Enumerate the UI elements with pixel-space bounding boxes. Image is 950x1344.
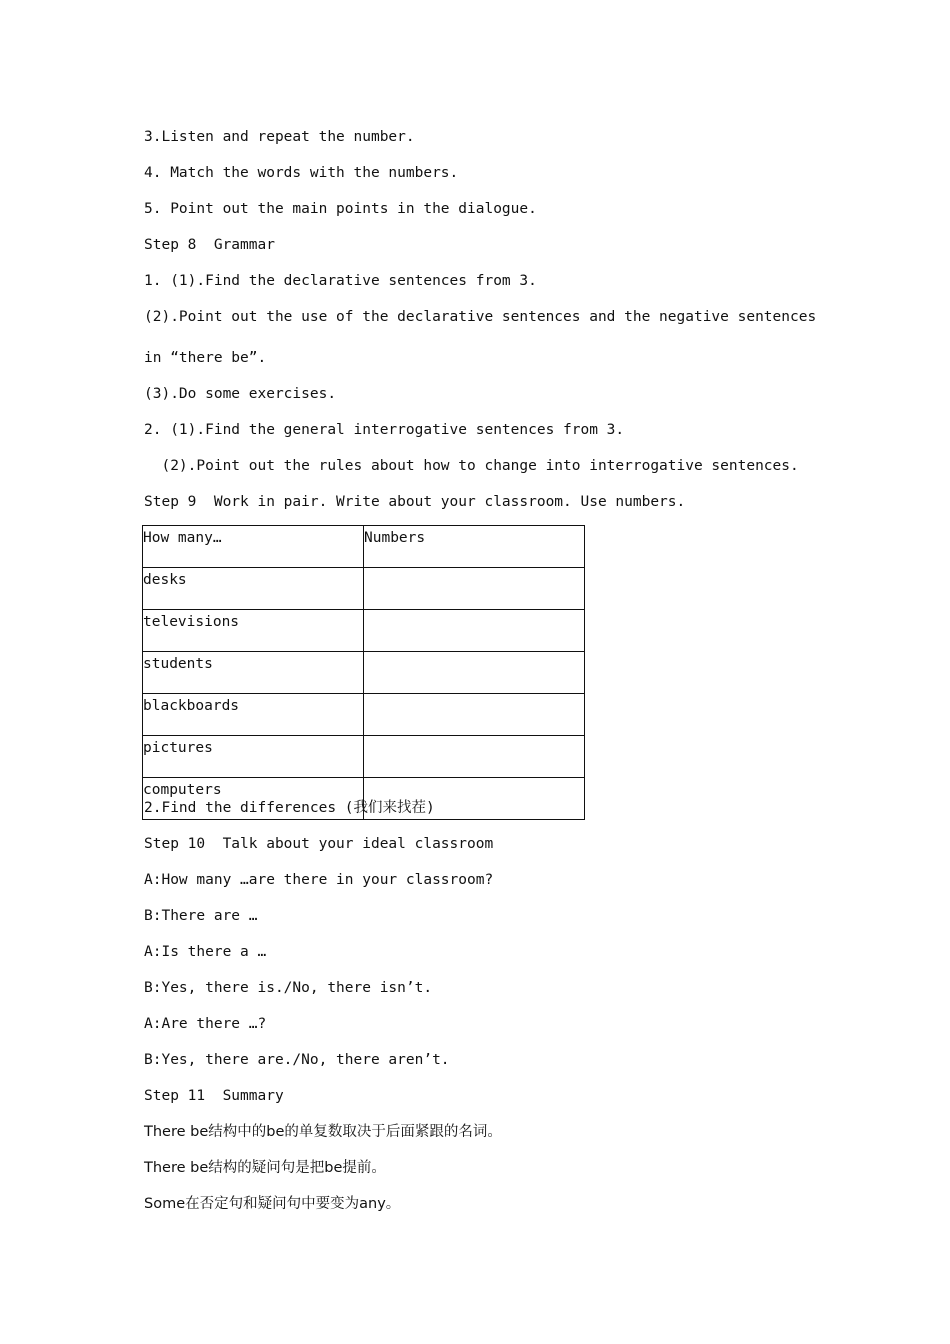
text-line: in “there be”. bbox=[144, 350, 267, 366]
table-cell bbox=[364, 568, 585, 610]
dialogue-line: B:Yes, there is./No, there isn’t. bbox=[144, 980, 433, 996]
dialogue-line: A:How many …are there in your classroom? bbox=[144, 872, 494, 888]
text-line: (2).Point out the use of the declarative sentences and the negative sentences bbox=[144, 309, 817, 325]
table-header-cell: How many… bbox=[143, 526, 364, 568]
text-line: 4. Match the words with the numbers. bbox=[144, 165, 459, 181]
table-row bbox=[143, 610, 585, 652]
table-cell: blackboards bbox=[143, 694, 364, 736]
table-row bbox=[143, 736, 585, 778]
text-line: 2.Find the differences (我们来找茬) bbox=[144, 800, 435, 816]
dialogue-line: A:Are there …? bbox=[144, 1016, 267, 1032]
summary-line: There be结构的疑问句是把be提前。 bbox=[144, 1160, 386, 1176]
dialogue-line: B:Yes, there are./No, there aren’t. bbox=[144, 1052, 450, 1068]
table-cell: computers bbox=[143, 778, 364, 820]
text-line: 5. Point out the main points in the dialogue. bbox=[144, 201, 537, 217]
text-line: 1. (1).Find the declarative sentences from 3. bbox=[144, 273, 537, 289]
table-header-row bbox=[143, 526, 585, 568]
table-cell bbox=[364, 736, 585, 778]
step-heading: Step 11 Summary bbox=[144, 1088, 284, 1104]
table-row bbox=[143, 568, 585, 610]
text-line: (3).Do some exercises. bbox=[144, 386, 337, 402]
table-cell bbox=[364, 652, 585, 694]
step-heading: Step 10 Talk about your ideal classroom bbox=[144, 836, 494, 852]
step-heading: Step 9 Work in pair. Write about your classroom. Use numbers. bbox=[144, 494, 686, 510]
text-line: (2).Point out the rules about how to change into interrogative sentences. bbox=[144, 458, 799, 474]
table-cell: desks bbox=[143, 568, 364, 610]
summary-line: Some在否定句和疑问句中要变为any。 bbox=[144, 1196, 401, 1212]
table-cell bbox=[364, 694, 585, 736]
table-cell: televisions bbox=[143, 610, 364, 652]
step-heading: Step 8 Grammar bbox=[144, 237, 275, 253]
table-header-cell: Numbers bbox=[364, 526, 585, 568]
table-cell: pictures bbox=[143, 736, 364, 778]
table-row bbox=[143, 652, 585, 694]
text-line: 3.Listen and repeat the number. bbox=[144, 129, 415, 145]
table-cell: students bbox=[143, 652, 364, 694]
dialogue-line: A:Is there a … bbox=[144, 944, 267, 960]
table-row bbox=[143, 694, 585, 736]
classroom-count-table bbox=[142, 525, 585, 820]
table-cell bbox=[364, 610, 585, 652]
summary-line: There be结构中的be的单复数取决于后面紧跟的名词。 bbox=[144, 1124, 502, 1140]
text-line: 2. (1).Find the general interrogative sentences from 3. bbox=[144, 422, 625, 438]
dialogue-line: B:There are … bbox=[144, 908, 258, 924]
